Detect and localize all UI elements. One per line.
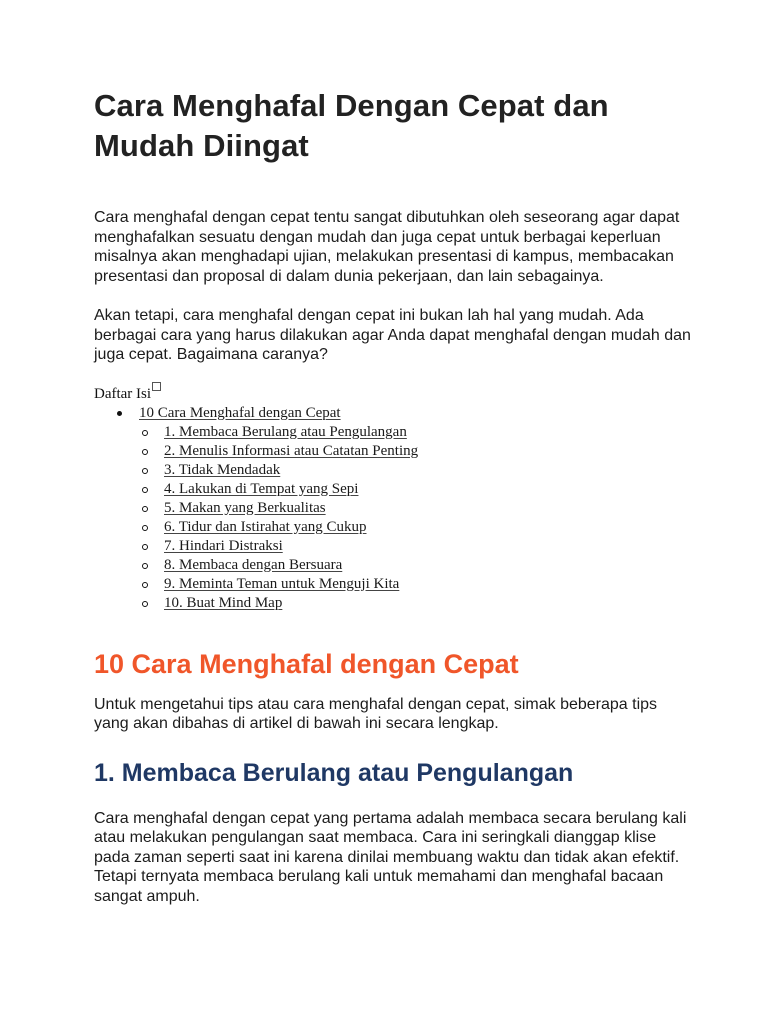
toc-link-8[interactable]: 8. Membaca dengan Bersuara — [164, 556, 343, 573]
toc-link-6[interactable]: 6. Tidur dan Istirahat yang Cukup — [164, 518, 367, 535]
section-heading-main: 10 Cara Menghafal dengan Cepat — [94, 648, 519, 679]
intro-paragraph-2: Akan tetapi, cara menghafal dengan cepat ini bukan lah hal yang mudah. Ada berbagai cara yang harus dilakukan agar Anda dapat menghafal dengan mudah dan juga cepat. Bagaimana caranya? — [94, 307, 691, 363]
toc-sublist — [139, 423, 694, 613]
section-intro-paragraph: Untuk mengetahui tips atau cara menghafal dengan cepat, simak beberapa tips yang akan dibahas di artikel di bawah ini secara lengkap. — [94, 695, 658, 732]
bullet-circle-icon — [142, 582, 148, 588]
toc-sub-item — [94, 518, 694, 537]
toc-sub-item — [94, 480, 694, 499]
toc-sub-item — [94, 461, 694, 480]
bullet-circle-icon — [142, 449, 148, 455]
step1-heading: 1. Membaca Berulang atau Pengulangan — [94, 758, 574, 787]
article-title: Cara Menghafal Dengan Cepat dan Mudah Diingat — [94, 88, 609, 163]
toc-link-main[interactable]: 10 Cara Menghafal dengan Cepat — [139, 404, 341, 421]
toc-link-9[interactable]: 9. Meminta Teman untuk Menguji Kita — [164, 575, 400, 592]
bullet-circle-icon — [142, 430, 148, 436]
table-of-contents — [94, 385, 694, 613]
toc-toggle-checkbox-icon[interactable] — [152, 382, 161, 391]
bullet-circle-icon — [142, 506, 148, 512]
toc-link-5[interactable]: 5. Makan yang Berkualitas — [164, 499, 326, 516]
toc-sub-item — [94, 594, 694, 613]
toc-sub-item — [94, 442, 694, 461]
toc-link-2[interactable]: 2. Menulis Informasi atau Catatan Penting — [164, 442, 419, 459]
bullet-disc-icon — [117, 411, 122, 416]
toc-sub-item — [94, 556, 694, 575]
toc-link-4[interactable]: 4. Lakukan di Tempat yang Sepi — [164, 480, 359, 497]
toc-sub-item — [94, 575, 694, 594]
bullet-circle-icon — [142, 563, 148, 569]
intro-paragraph-1: Cara menghafal dengan cepat tentu sangat dibutuhkan oleh seseorang agar dapat menghafalkan sesuatu dengan mudah dan juga cepat untuk berbagai keperluan misalnya akan menghadapi ujian, melakukan presentasi di kampus, membacakan presentasi dan proposal di dalam dunia pekerjaan, dan lain sebagainya. — [94, 209, 680, 285]
toc-link-10[interactable]: 10. Buat Mind Map — [164, 594, 283, 611]
bullet-circle-icon — [142, 468, 148, 474]
toc-main-item — [94, 404, 694, 613]
bullet-circle-icon — [142, 487, 148, 493]
toc-link-3[interactable]: 3. Tidak Mendadak — [164, 461, 281, 478]
toc-sub-item — [94, 499, 694, 518]
toc-sub-item — [94, 537, 694, 556]
toc-header — [94, 385, 694, 404]
bullet-circle-icon — [142, 525, 148, 531]
bullet-circle-icon — [142, 601, 148, 607]
toc-list — [94, 404, 694, 613]
toc-link-7[interactable]: 7. Hindari Distraksi — [164, 537, 283, 554]
toc-sub-item — [94, 423, 694, 442]
document-page — [94, 86, 694, 906]
bullet-circle-icon — [142, 544, 148, 550]
toc-link-1[interactable]: 1. Membaca Berulang atau Pengulangan — [164, 423, 407, 440]
toc-title: Daftar Isi — [94, 385, 152, 402]
step1-paragraph: Cara menghafal dengan cepat yang pertama adalah membaca secara berulang kali atau melakukan pengulangan saat membaca. Cara ini seringkali dianggap klise pada zaman seperti saat ini karena dinilai membuang waktu dan tidak akan efektif. Tetapi ternyata membaca berulang kali untuk memahami dan menghafal bacaan sangat ampuh. — [94, 809, 687, 905]
